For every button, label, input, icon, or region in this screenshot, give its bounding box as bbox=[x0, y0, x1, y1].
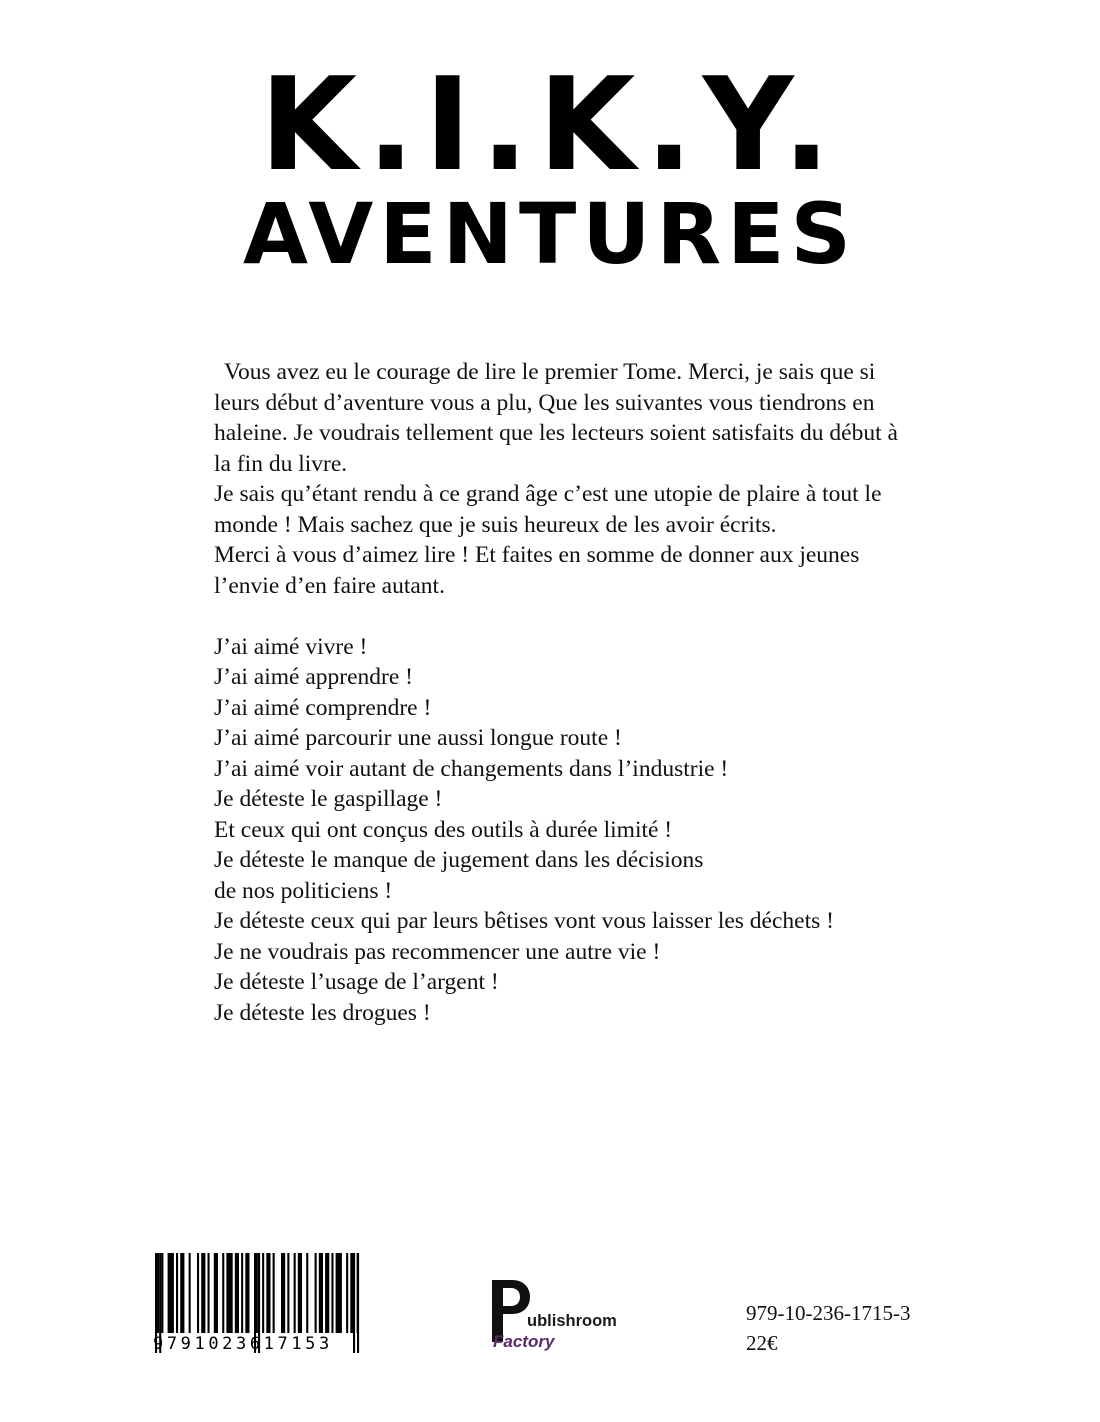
barcode-bar bbox=[197, 1253, 199, 1333]
poem-line: Je déteste l’usage de l’argent ! bbox=[214, 969, 499, 995]
barcode-bar bbox=[287, 1253, 289, 1333]
book-subtitle: AVENTURES bbox=[242, 185, 858, 283]
barcode-bar bbox=[281, 1253, 285, 1333]
barcode-bar bbox=[241, 1253, 243, 1333]
barcode-bar bbox=[319, 1253, 323, 1333]
poem-line: J’ai aimé apprendre ! bbox=[214, 664, 413, 690]
intro-paragraph-3: Merci à vous d’aimez lire ! Et faites en somme de donner aux jeunes l’envie d’en faire autant. bbox=[214, 542, 860, 599]
barcode-bar bbox=[214, 1253, 218, 1333]
barcode-bar bbox=[294, 1253, 296, 1333]
barcode-bar bbox=[226, 1253, 232, 1333]
barcode-bar bbox=[256, 1253, 258, 1333]
poem-line: J’ai aimé voir autant de changements dans l’industrie ! bbox=[214, 755, 729, 782]
barcode-bar bbox=[346, 1253, 348, 1333]
barcode-bar bbox=[168, 1253, 174, 1333]
poem-line: J’ai aimé parcourir une aussi longue route ! bbox=[214, 725, 622, 751]
publisher-imprint: Factory bbox=[493, 1332, 555, 1351]
back-cover-text bbox=[214, 357, 904, 1028]
barcode-digits: 9791023617153 bbox=[153, 1334, 333, 1354]
barcode-bar bbox=[180, 1253, 184, 1333]
barcode-bar bbox=[201, 1253, 205, 1333]
book-title: K.I.K.Y. bbox=[259, 51, 841, 200]
barcode-bar bbox=[315, 1253, 317, 1333]
barcode-bar bbox=[325, 1253, 329, 1333]
poem-line: Et ceux qui ont conçus des outils à durée limité ! bbox=[214, 816, 673, 843]
price: 22€ bbox=[746, 1331, 778, 1355]
barcode-bar bbox=[222, 1253, 224, 1333]
intro-paragraph-1: Vous avez eu le courage de lire le premier Tome. Merci, je sais que si leurs début d’aventure vous a plu, Que les suivantes vous tiendrons en haleine. Je voudrais tellement que les lecteurs soient satisfaits du début à la fin du livre. bbox=[214, 359, 898, 477]
isbn: 979-10-236-1715-3 bbox=[746, 1301, 911, 1325]
barcode-bar bbox=[336, 1253, 342, 1333]
barcode-bar bbox=[208, 1253, 210, 1333]
barcode-bar bbox=[189, 1253, 191, 1333]
poem-line: Je déteste le gaspillage ! bbox=[214, 786, 443, 812]
barcode-bar bbox=[266, 1253, 270, 1333]
barcode-bar bbox=[273, 1253, 275, 1333]
poem-line: J’ai aimé vivre ! bbox=[214, 633, 368, 660]
barcode-bar bbox=[298, 1253, 302, 1333]
poem bbox=[214, 632, 904, 1029]
intro-paragraph-2: Je sais qu’étant rendu à ce grand âge c’est une utopie de plaire à tout le monde ! Mais sachez que je suis heureux de les avoir écrits. bbox=[214, 481, 882, 538]
barcode-bar bbox=[262, 1253, 264, 1333]
poem-line: Je déteste les drogues ! bbox=[214, 999, 431, 1026]
barcode-bar bbox=[306, 1253, 308, 1333]
poem-line: de nos politiciens ! bbox=[214, 877, 393, 904]
poem-line: Je déteste le manque de jugement dans les décisions bbox=[214, 847, 704, 873]
barcode-bar bbox=[176, 1253, 178, 1333]
poem-line: J’ai aimé comprendre ! bbox=[214, 694, 432, 721]
barcode-bar bbox=[331, 1253, 333, 1333]
barcode-bar bbox=[235, 1253, 239, 1333]
barcode-bar bbox=[161, 1253, 163, 1333]
poem-line: Je ne voudrais pas recommencer une autre vie ! bbox=[214, 938, 661, 965]
publisher-name: ublishroom bbox=[527, 1312, 617, 1330]
poem-line: Je déteste ceux qui par leurs bêtises vont vous laisser les déchets ! bbox=[214, 908, 834, 934]
barcode-bar bbox=[245, 1253, 249, 1333]
